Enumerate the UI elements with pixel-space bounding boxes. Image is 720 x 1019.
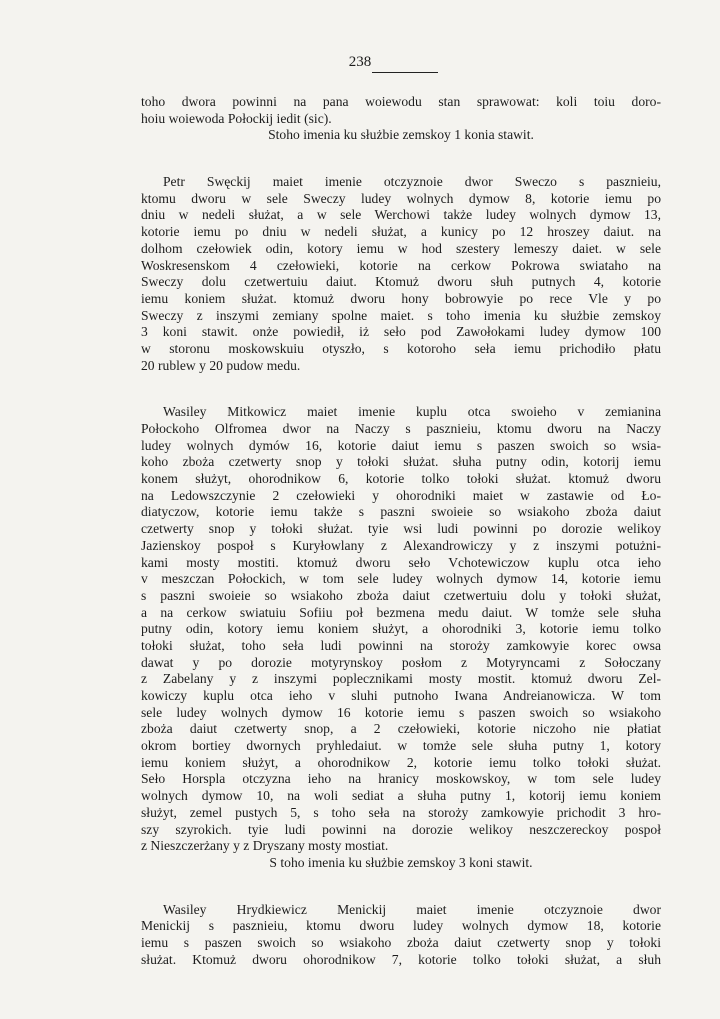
text-line: Petr Swęckij maiet imenie otczyznoie dwor Sweczo s pasznieiu, [163,174,661,190]
text-line: z Zabelany y z inszymi poplecznikami mosty mostit. ktomuż dworu Zel- [141,671,661,687]
text-line: służyt, zemel pustych 5, s toho seła na storoży zamkowyie prichodit 3 hro- [141,804,661,820]
text-line: w storonu moskowskuiu otyszło, s kotoroho seła iemu prichodiło płatu [141,340,661,356]
text-line: sele ludey wolnych dymow 16 kotorie iemu s paszen swoich so wsiakoho [141,704,661,720]
closing-line: Stoho imenia ku służbie zemskoy 1 konia stawit. [268,127,534,143]
text-line: dawat y po dorozie motyrynskoy posłom z Motyryncami z Sołoczany [141,654,661,670]
text-line: Jazienskoy pospoł s Kuryłowlany z Alexandrowiczy y z inszymi potużni- [141,537,661,553]
text-line: Seło Horspla otczyzna ieho na hranicy moskowskoy, w tom sele ludey [141,771,661,787]
text-line: hoiu woiewoda Połockij iedit (sic). [141,110,332,126]
text-line: diatyczow, kotorie iemu także s paszni swoieie so wsiakoho zboża daiut [141,504,661,520]
text-line: Sweczy z inszymi zemiany spolne maiet. s toho imenia ku służbie zemskoy [141,307,661,323]
text-line: toho dwora powinni na pana woiewodu stan sprawowat: koli toiu doro- [141,94,661,109]
closing-line: S toho imenia ku służbie zemskoy 3 koni stawit. [269,854,533,870]
text-line: kotorie iemu po dniu w nedeli służat, a kunicy po 12 hroszey daiut. na [141,224,661,240]
paragraph [141,404,661,871]
text-line: v meszczan Połockich, w tom sele ludey wolnych dymow 14, kotorie iemu [141,571,661,587]
text-line: na Ledowszczynie 2 czełowieki y ohorodniki maiet w zastawie od Ło- [141,487,661,503]
text-line: 3 koni stawit. onże powiedił, iż seło pod Zawołokami ludey dymow 100 [141,324,661,340]
text-line: zboża daiut czetwerty snop, a 2 czełowieki, kotorie niczoho nie płatiat [141,721,661,737]
text-line: szy szyrokich. tyie ludi powinni na dorozie welikoy neszczereckoy pospoł [141,821,661,837]
text-line: dolhom czełowiek odin, kotory iemu w hod szestery lemeszy daiet. w sele [141,240,661,256]
text-line: 20 rublew y 20 pudow medu. [141,357,301,373]
text-line: dniu w nedeli służat, a w sele Werchowi także ludey wolnych dymow 13, [141,207,661,223]
text-line: iemu koniem służyt, a ohorodnikow 2, kotorie iemu tolko tołoki służat. [141,754,661,770]
text-line: kami mosty mostiti. ktomuż dworu seło Vchotewiczow kuplu otca ieho [141,554,661,570]
text-line: ludey wolnych dymów 16, kotorie daiut iemu s paszen swoich so wsia- [141,437,661,453]
paragraph [141,94,661,144]
text-line: tołoki służat, toho seła ludi powinni na storoży zamkowyie korec owsa [141,637,661,653]
text-line: Wasiley Mitkowicz maiet imenie kuplu otca swoieho v zemianina [163,404,661,420]
text-line: okrom bortiey dwornych pryhledaiut. w tomże sele słuha putny 1, kotory [141,738,661,754]
text-line: wolnych dymow 10, na woli sediat a słuha putny 1, kotorij iemu koniem [141,788,661,804]
text-line: Sweczy dolu czetwertuiu daiut. Ktomuż dworu słuh putnych 4, kotorie [141,274,661,290]
text-line: Woskresenskom 4 czełowieki, kotorie na cerkow Pokrowa swiataho na [141,257,661,273]
paragraph-gap [141,872,661,902]
text-line: putny odin, kotory iemu koniem służyt, a ohorodniki 3, kotorie iemu tolko [141,621,661,637]
text-line: iemu s paszen swoich so wsiakoho zboża daiut czetwerty snop y tołoki [141,934,661,950]
text-line: kowiczy kuplu otca ieho v sluhi putnoho Iwana Andreianowicza. W tom [141,688,661,703]
text-line: z Nieszczerżany y z Dryszany mosty mostiat. [141,838,389,854]
text-line: Połockoho Olfromea dwor na Naczy s pasznieiu, ktomu dworu na Naczy [141,421,661,436]
paragraph-gap [141,144,661,174]
text-line: służat. Ktomuż dworu ohorodnikow 7, kotorie tolko tołoki służat, a słuh [141,951,661,967]
paragraph [141,902,661,969]
paragraph [141,174,661,374]
text-line: koho zboża czetwerty snop y tołoki służat. słuha putny odin, kotorij iemu [141,454,661,470]
text-line: czetwerty snop y tołoki służat. tyie wsi ludi powinni po dorozie welikoy [141,521,661,537]
body-text [141,94,661,968]
text-line: Wasiley Hrydkiewicz Menickij maiet imenie otczyznoie dwor [163,901,661,917]
text-line: Menickij s pasznieiu, ktomu dworu ludey wolnych dymow 18, kotorie [141,918,661,934]
text-line: s paszni swoieie so wsiakoho zboża daiut czetwertuiu dolu y tołoki służat, [141,587,661,603]
text-line: iemu koniem służat. ktomuż dworu hony bobrowyie po rece Vle y po [141,290,661,306]
text-line: ktomu dworu w sele Sweczy ludey wolnych dymow 8, kotorie iemu po [141,190,661,206]
text-line: a na cerkow swiatuiu Sofiiu poł bezmena medu daiut. W tomże sele słuha [141,604,661,620]
text-line: konem służyt, ohorodnikow 6, kotorie tolko tołoki służat. ktomuż dworu [141,471,661,487]
page-number: 238 [348,54,372,70]
page-number-rule [372,72,438,73]
paragraph-gap [141,374,661,404]
